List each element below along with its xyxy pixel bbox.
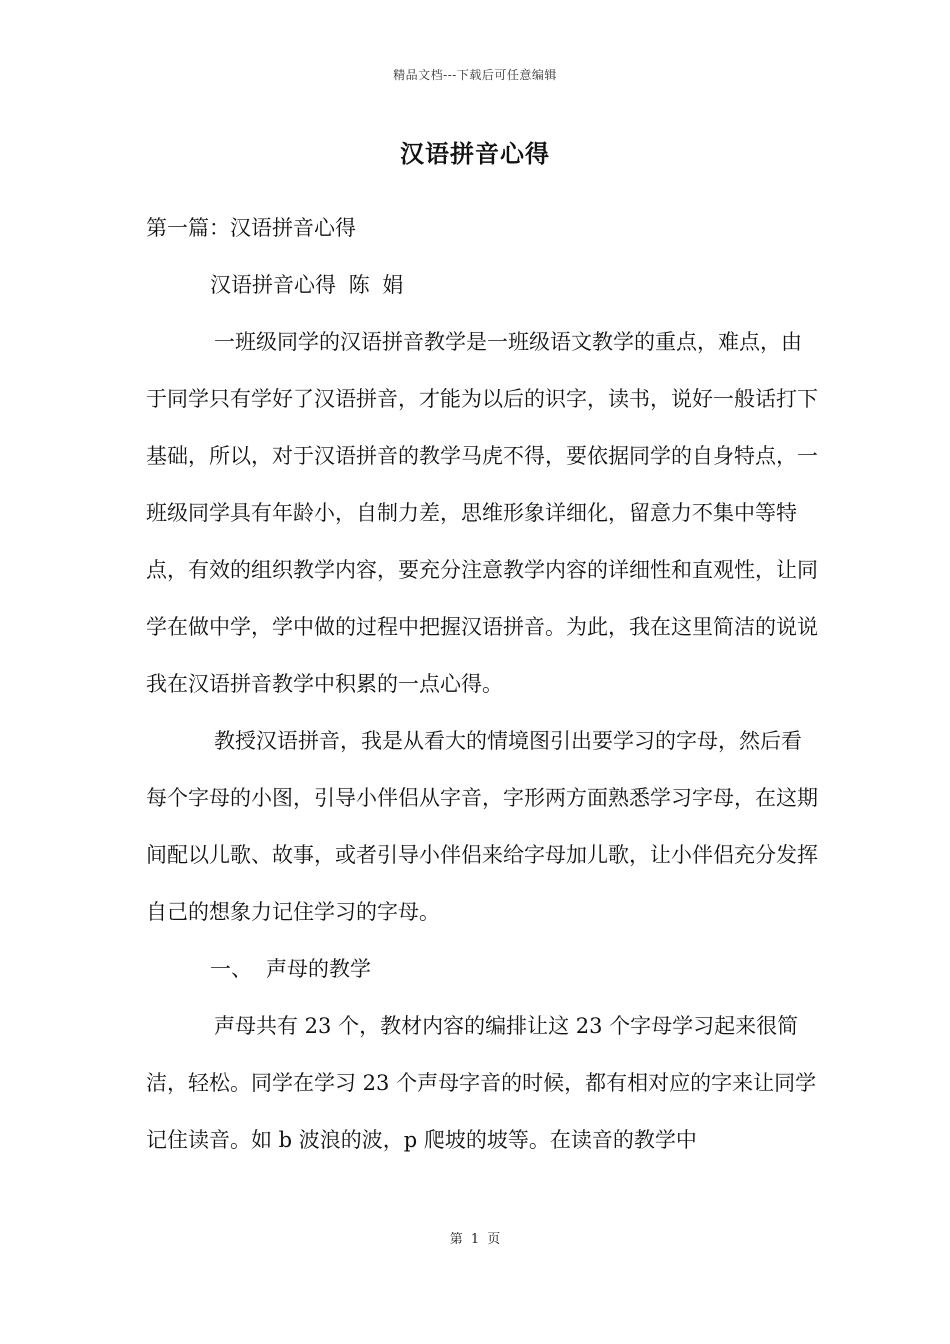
document-title: 汉语拼音心得 [400, 139, 550, 168]
section-heading: 第一篇：汉语拼音心得 [146, 216, 356, 240]
paragraph-intro: 一班级同学的汉语拼音教学是一班级语文教学的重点，难点，由于同学只有学好了汉语拼音，才能为以后的识字，读书，说好一般话打下基础，所以，对于汉语拼音的教学马虎不得，要依据同学的自身特点，一班级同学具有年龄小，自制力差，思维形象详细化，留意力不集中等特点，有效的组织教学内容，要充分注意教学内容的详细性和直观性，让同学在做中学，学中做的过程中把握汉语拼音。为此，我在这里简洁的说说我在汉语拼音教学中积累的一点心得。 [146, 330, 818, 696]
paragraph-teaching-method: 教授汉语拼音，我是从看大的情境图引出要学习的字母，然后看每个字母的小图，引导小伴侣从字音，字形两方面熟悉学习字母，在这期间配以儿歌、故事，或者引导小伴侣来给字母加儿歌，让小伴侣充分发挥自己的想象力记住学习的字母。 [146, 729, 818, 924]
author-line: 汉语拼音心得 陈 娟 [210, 273, 404, 297]
page-number: 第 1 页 [449, 1232, 501, 1247]
list-heading-number: 一、 [210, 957, 252, 981]
paragraph-initials: 声母共有 23 个，教材内容的编排让这 23 个字母学习起来很简洁，轻松。同学在学习 23 个声母字音的时候，都有相对应的字来让同学记住读音。如 b 波浪的波，p 爬坡的坡等。在读音的教学中 [146, 1014, 817, 1152]
list-heading-text: 声母的教学 [266, 957, 371, 981]
document-body [146, 200, 818, 1169]
list-heading [146, 941, 818, 998]
header-note: 精品文档---下载后可任意编辑 [393, 68, 557, 82]
